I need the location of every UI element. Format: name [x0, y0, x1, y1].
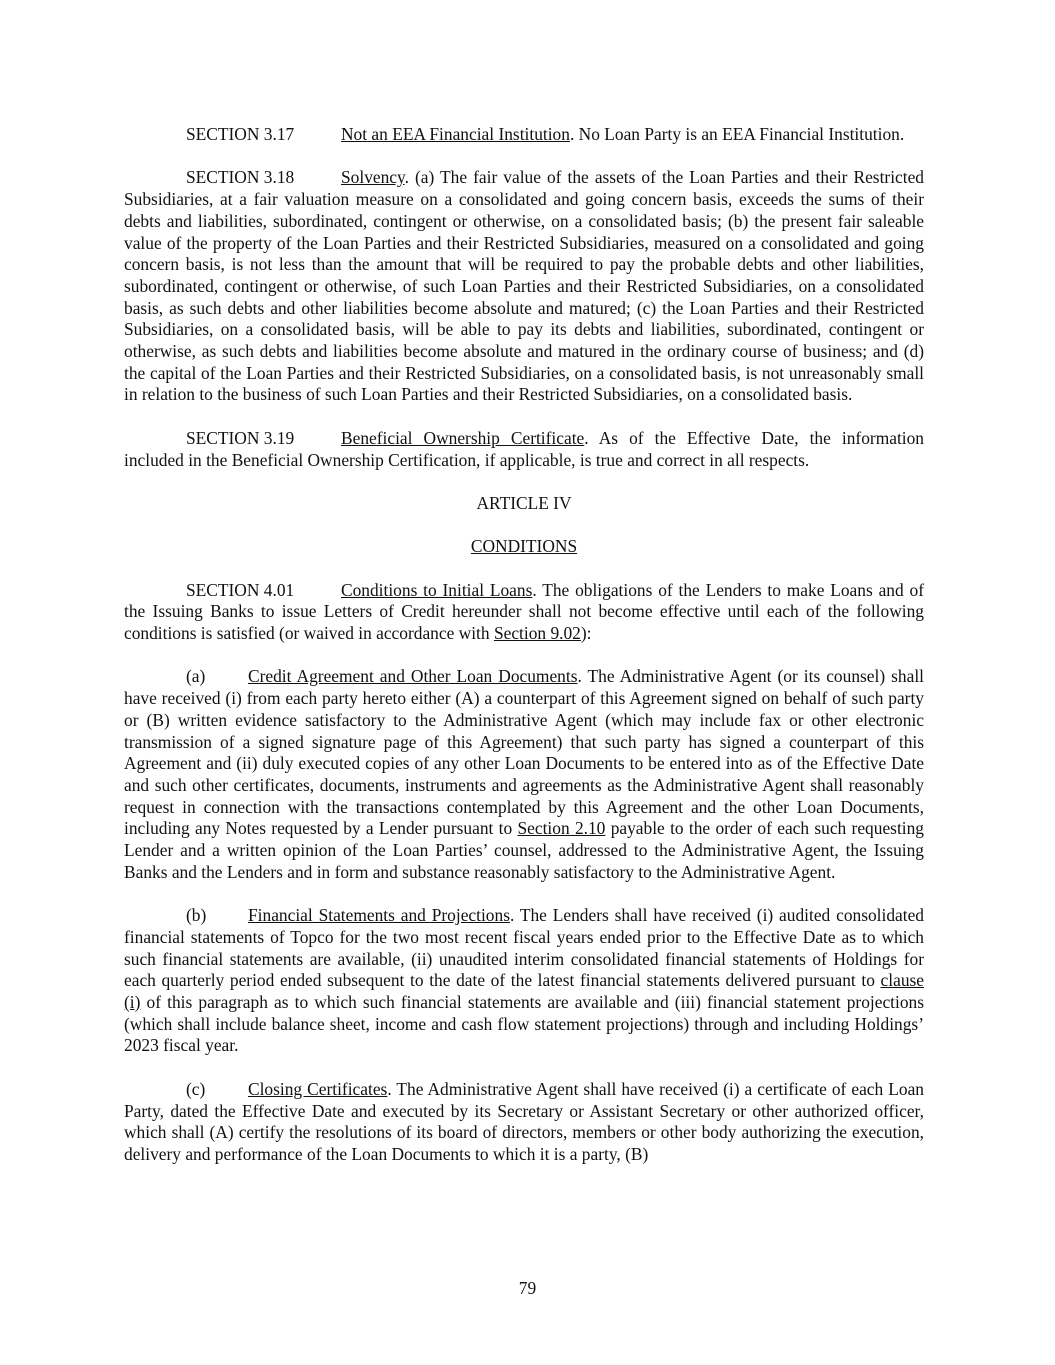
- clause-text: payable to the order of each such requesting Lender and a written opinion of the Loan Parties’ counsel, addressed to the Administrative Agent, the Issuing Banks and the Lenders and in form and substance reasonably satisfactory to the Administrative Agent.: [124, 818, 924, 882]
- clause-heading: Closing Certificates: [248, 1078, 388, 1099]
- section-heading: Solvency: [341, 167, 405, 188]
- section-4-01: [124, 580, 924, 645]
- section-number: SECTION 3.17: [186, 124, 295, 144]
- article-title: CONDITIONS: [470, 536, 578, 557]
- clause-text: . The Administrative Agent shall have received (i) a certificate of each Loan Party, dated the Effective Date and executed by its Secretary or Assistant Secretary or other authorized officer, which shall (A) certify the resolutions of its board of directors, members or other body authorizing the execution, delivery and performance of the Loan Documents to which it is a party, (B): [124, 1078, 924, 1164]
- section-3-17: [124, 124, 924, 146]
- clause-label: (a): [186, 666, 206, 687]
- section-heading: Not an EEA Financial Institution: [341, 124, 570, 144]
- clause-a: [124, 666, 924, 883]
- cross-reference: clause (i): [124, 970, 924, 1013]
- section-number: SECTION 3.19: [186, 427, 295, 448]
- clause-c: [124, 1079, 924, 1166]
- cross-reference: Section 9.02: [493, 623, 581, 644]
- clause-label: (c): [186, 1078, 206, 1099]
- section-number: SECTION 4.01: [186, 579, 295, 600]
- clause-text: of this paragraph as to which such financial statements are available and (iii) financial statement projections (which shall include balance sheet, income and cash flow statement projections) through and including Holdings’ 2023 fiscal year.: [124, 992, 924, 1056]
- section-text: . No Loan Party is an EEA Financial Institution.: [569, 124, 905, 144]
- clause-b: [124, 905, 924, 1057]
- section-heading: Beneficial Ownership Certificate: [341, 427, 585, 448]
- section-text: . (a) The fair value of the assets of the Loan Parties and their Restricted Subsidiaries, at a fair valuation measure on a consolidated and going concern basis, exceeds the sums of their debts and liabilities, subordinated, contingent or otherwise, on a consolidated basis; (b) the present fair saleable value of the property of the Loan Parties and their Restricted Subsidiaries, measured on a consolidated and going concern basis, is not less than the amount that will be required to pay the probable debts and other liabilities, subordinated, contingent or otherwise, of such Loan Parties and their Restricted Subsidiaries, on a consolidated basis, as such debts and other liabilities become absolute and matured; (c) the Loan Parties and their Restricted Subsidiaries, on a consolidated basis, will be able to pay its debts and liabilities, subordinated, contingent or otherwise, as such debts and liabilities become absolute and matured in the ordinary course of business; and (d) the capital of the Loan Parties and their Restricted Subsidiaries, on a consolidated basis, is not unreasonably small in relation to the business of such Loan Parties and their Restricted Subsidiaries, on a consolidated basis.: [124, 167, 924, 405]
- section-3-19: [124, 428, 924, 471]
- section-number: SECTION 3.18: [186, 167, 295, 188]
- section-heading: Conditions to Initial Loans: [341, 579, 533, 600]
- document-page: [124, 124, 924, 1166]
- section-text: . As of the Effective Date, the information included in the Beneficial Ownership Certification, if applicable, is true and correct in all respects.: [124, 427, 924, 470]
- page-number: 79: [518, 1278, 537, 1298]
- clause-text: . The Administrative Agent (or its counsel) shall have received (i) from each party hereto either (A) a counterpart of this Agreement signed on behalf of such party or (B) written evidence satisfactory to the Administrative Agent (which may include fax or other electronic transmission of a signed signature page of this Agreement) that such party has signed a counterpart of this Agreement and (ii) duly executed copies of any other Loan Documents to be entered into as of the Effective Date and such other certificates, documents, instruments and agreements as the Administrative Agent shall reasonably request in connection with the transactions contemplated by this Agreement and the other Loan Documents, including any Notes requested by a Lender pursuant to: [124, 666, 924, 839]
- clause-text: . The Lenders shall have received (i) audited consolidated financial statements of Topco for the two most recent fiscal years ended prior to the Effective Date as to which such financial statements are available, (ii) unaudited interim consolidated financial statements of Holdings for each quarterly period ended subsequent to the date of the latest financial statements delivered pursuant to: [124, 905, 924, 991]
- section-text: . The obligations of the Lenders to make Loans and of the Issuing Banks to issue Letters of Credit hereunder shall not become effective until each of the following conditions is satisfied (or waived in accordance with: [124, 579, 924, 644]
- section-3-18: [124, 167, 924, 406]
- clause-heading: Credit Agreement and Other Loan Documents: [248, 666, 578, 687]
- clause-label: (b): [186, 905, 207, 926]
- cross-reference: Section 2.10: [517, 818, 606, 839]
- clause-heading: Financial Statements and Projections: [248, 905, 510, 926]
- section-text: ):: [580, 623, 592, 644]
- article-number: ARTICLE IV: [476, 492, 572, 513]
